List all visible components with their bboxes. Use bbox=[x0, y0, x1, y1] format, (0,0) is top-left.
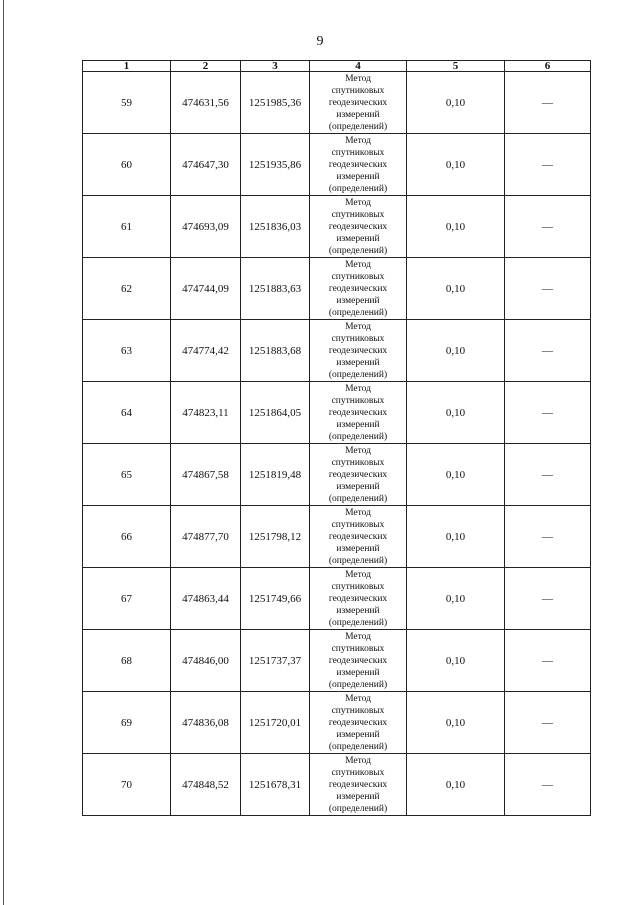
method-text-line: (определений) bbox=[328, 369, 388, 380]
table-row bbox=[83, 196, 591, 258]
method-text-line: спутниковых bbox=[331, 147, 385, 158]
method-cell bbox=[310, 630, 407, 692]
method-text-line: Метод bbox=[345, 383, 371, 394]
method-cell bbox=[310, 754, 407, 816]
method-text-line: спутниковых bbox=[331, 85, 385, 96]
method-text-line: Метод bbox=[345, 755, 371, 766]
y-coordinate-cell: 1251720,01 bbox=[241, 692, 310, 754]
method-text-line: измерений bbox=[336, 419, 380, 430]
method-text-line: геодезических bbox=[328, 159, 388, 170]
accuracy-cell: 0,10 bbox=[407, 754, 505, 816]
method-text-line: спутниковых bbox=[331, 767, 385, 778]
accuracy-cell: 0,10 bbox=[407, 196, 505, 258]
coordinates-table bbox=[82, 60, 591, 816]
accuracy-cell: 0,10 bbox=[407, 382, 505, 444]
y-coordinate-cell: 1251935,86 bbox=[241, 134, 310, 196]
column-header: 3 bbox=[241, 61, 310, 72]
x-coordinate-cell: 474877,70 bbox=[171, 506, 241, 568]
method-text-line: спутниковых bbox=[331, 209, 385, 220]
accuracy-cell: 0,10 bbox=[407, 692, 505, 754]
note-dash-cell: — bbox=[505, 134, 591, 196]
table-body bbox=[83, 72, 591, 816]
point-number-cell: 69 bbox=[83, 692, 171, 754]
table-row bbox=[83, 692, 591, 754]
accuracy-cell: 0,10 bbox=[407, 630, 505, 692]
method-text-line: геодезических bbox=[328, 407, 388, 418]
page-number: 9 bbox=[316, 34, 324, 49]
method-text-line: измерений bbox=[336, 667, 380, 678]
page-edge-line bbox=[3, 0, 4, 905]
table-row bbox=[83, 258, 591, 320]
method-cell bbox=[310, 196, 407, 258]
table-row bbox=[83, 754, 591, 816]
table-row bbox=[83, 320, 591, 382]
table-row bbox=[83, 630, 591, 692]
table-row bbox=[83, 72, 591, 134]
point-number-cell: 62 bbox=[83, 258, 171, 320]
method-text-line: Метод bbox=[345, 569, 371, 580]
method-text-line: геодезических bbox=[328, 779, 388, 790]
accuracy-cell: 0,10 bbox=[407, 258, 505, 320]
method-text-line: (определений) bbox=[328, 741, 388, 752]
note-dash-cell: — bbox=[505, 506, 591, 568]
x-coordinate-cell: 474774,42 bbox=[171, 320, 241, 382]
method-text-line: измерений bbox=[336, 233, 380, 244]
note-dash-cell: — bbox=[505, 754, 591, 816]
note-dash-cell: — bbox=[505, 258, 591, 320]
y-coordinate-cell: 1251864,05 bbox=[241, 382, 310, 444]
accuracy-cell: 0,10 bbox=[407, 444, 505, 506]
note-dash-cell: — bbox=[505, 72, 591, 134]
method-text-line: измерений bbox=[336, 171, 380, 182]
x-coordinate-cell: 474823,11 bbox=[171, 382, 241, 444]
method-text-line: геодезических bbox=[328, 469, 388, 480]
method-cell bbox=[310, 506, 407, 568]
method-text-line: измерений bbox=[336, 543, 380, 554]
method-text-line: (определений) bbox=[328, 803, 388, 814]
method-cell bbox=[310, 320, 407, 382]
note-dash-cell: — bbox=[505, 382, 591, 444]
point-number-cell: 66 bbox=[83, 506, 171, 568]
accuracy-cell: 0,10 bbox=[407, 568, 505, 630]
method-text-line: измерений bbox=[336, 791, 380, 802]
y-coordinate-cell: 1251798,12 bbox=[241, 506, 310, 568]
note-dash-cell: — bbox=[505, 444, 591, 506]
accuracy-cell: 0,10 bbox=[407, 72, 505, 134]
column-header: 4 bbox=[310, 61, 407, 72]
point-number-cell: 60 bbox=[83, 134, 171, 196]
method-text-line: (определений) bbox=[328, 245, 388, 256]
point-number-cell: 65 bbox=[83, 444, 171, 506]
method-cell bbox=[310, 444, 407, 506]
y-coordinate-cell: 1251883,63 bbox=[241, 258, 310, 320]
x-coordinate-cell: 474631,56 bbox=[171, 72, 241, 134]
point-number-cell: 68 bbox=[83, 630, 171, 692]
note-dash-cell: — bbox=[505, 568, 591, 630]
method-text-line: Метод bbox=[345, 135, 371, 146]
method-text-line: (определений) bbox=[328, 121, 388, 132]
note-dash-cell: — bbox=[505, 196, 591, 258]
column-header: 2 bbox=[171, 61, 241, 72]
x-coordinate-cell: 474863,44 bbox=[171, 568, 241, 630]
point-number-cell: 61 bbox=[83, 196, 171, 258]
method-text-line: геодезических bbox=[328, 531, 388, 542]
method-text-line: Метод bbox=[345, 507, 371, 518]
method-text-line: измерений bbox=[336, 481, 380, 492]
note-dash-cell: — bbox=[505, 630, 591, 692]
method-text-line: (определений) bbox=[328, 431, 388, 442]
y-coordinate-cell: 1251985,36 bbox=[241, 72, 310, 134]
x-coordinate-cell: 474647,30 bbox=[171, 134, 241, 196]
point-number-cell: 64 bbox=[83, 382, 171, 444]
method-text-line: (определений) bbox=[328, 493, 388, 504]
method-cell bbox=[310, 258, 407, 320]
table-row bbox=[83, 382, 591, 444]
method-text-line: Метод bbox=[345, 73, 371, 84]
method-cell bbox=[310, 692, 407, 754]
accuracy-cell: 0,10 bbox=[407, 320, 505, 382]
x-coordinate-cell: 474846,00 bbox=[171, 630, 241, 692]
method-text-line: (определений) bbox=[328, 679, 388, 690]
x-coordinate-cell: 474693,09 bbox=[171, 196, 241, 258]
method-text-line: (определений) bbox=[328, 555, 388, 566]
method-text-line: (определений) bbox=[328, 617, 388, 628]
accuracy-cell: 0,10 bbox=[407, 506, 505, 568]
method-text-line: измерений bbox=[336, 109, 380, 120]
method-text-line: Метод bbox=[345, 631, 371, 642]
method-text-line: геодезических bbox=[328, 655, 388, 666]
method-text-line: геодезических bbox=[328, 717, 388, 728]
y-coordinate-cell: 1251836,03 bbox=[241, 196, 310, 258]
method-text-line: Метод bbox=[345, 693, 371, 704]
table-row bbox=[83, 568, 591, 630]
point-number-cell: 67 bbox=[83, 568, 171, 630]
table-row bbox=[83, 134, 591, 196]
point-number-cell: 59 bbox=[83, 72, 171, 134]
method-text-line: спутниковых bbox=[331, 519, 385, 530]
y-coordinate-cell: 1251737,37 bbox=[241, 630, 310, 692]
table-row bbox=[83, 444, 591, 506]
method-text-line: измерений bbox=[336, 357, 380, 368]
method-cell bbox=[310, 134, 407, 196]
y-coordinate-cell: 1251749,66 bbox=[241, 568, 310, 630]
note-dash-cell: — bbox=[505, 320, 591, 382]
x-coordinate-cell: 474867,58 bbox=[171, 444, 241, 506]
method-text-line: спутниковых bbox=[331, 457, 385, 468]
x-coordinate-cell: 474848,52 bbox=[171, 754, 241, 816]
x-coordinate-cell: 474744,09 bbox=[171, 258, 241, 320]
point-number-cell: 70 bbox=[83, 754, 171, 816]
x-coordinate-cell: 474836,08 bbox=[171, 692, 241, 754]
method-text-line: геодезических bbox=[328, 593, 388, 604]
method-text-line: измерений bbox=[336, 295, 380, 306]
method-cell bbox=[310, 382, 407, 444]
method-text-line: измерений bbox=[336, 729, 380, 740]
method-text-line: геодезических bbox=[328, 221, 388, 232]
column-header: 5 bbox=[407, 61, 505, 72]
method-text-line: Метод bbox=[345, 445, 371, 456]
method-text-line: геодезических bbox=[328, 345, 388, 356]
method-text-line: спутниковых bbox=[331, 643, 385, 654]
method-text-line: геодезических bbox=[328, 283, 388, 294]
method-cell bbox=[310, 568, 407, 630]
table-header bbox=[83, 61, 591, 72]
method-text-line: (определений) bbox=[328, 183, 388, 194]
method-text-line: спутниковых bbox=[331, 705, 385, 716]
point-number-cell: 63 bbox=[83, 320, 171, 382]
y-coordinate-cell: 1251883,68 bbox=[241, 320, 310, 382]
column-header: 1 bbox=[83, 61, 171, 72]
method-text-line: спутниковых bbox=[331, 271, 385, 282]
y-coordinate-cell: 1251678,31 bbox=[241, 754, 310, 816]
y-coordinate-cell: 1251819,48 bbox=[241, 444, 310, 506]
method-text-line: Метод bbox=[345, 259, 371, 270]
method-text-line: Метод bbox=[345, 321, 371, 332]
header-row bbox=[83, 61, 591, 72]
method-text-line: (определений) bbox=[328, 307, 388, 318]
note-dash-cell: — bbox=[505, 692, 591, 754]
method-text-line: геодезических bbox=[328, 97, 388, 108]
accuracy-cell: 0,10 bbox=[407, 134, 505, 196]
method-text-line: спутниковых bbox=[331, 395, 385, 406]
table-row bbox=[83, 506, 591, 568]
method-text-line: спутниковых bbox=[331, 581, 385, 592]
method-cell bbox=[310, 72, 407, 134]
method-text-line: измерений bbox=[336, 605, 380, 616]
method-text-line: спутниковых bbox=[331, 333, 385, 344]
method-text-line: Метод bbox=[345, 197, 371, 208]
column-header: 6 bbox=[505, 61, 591, 72]
